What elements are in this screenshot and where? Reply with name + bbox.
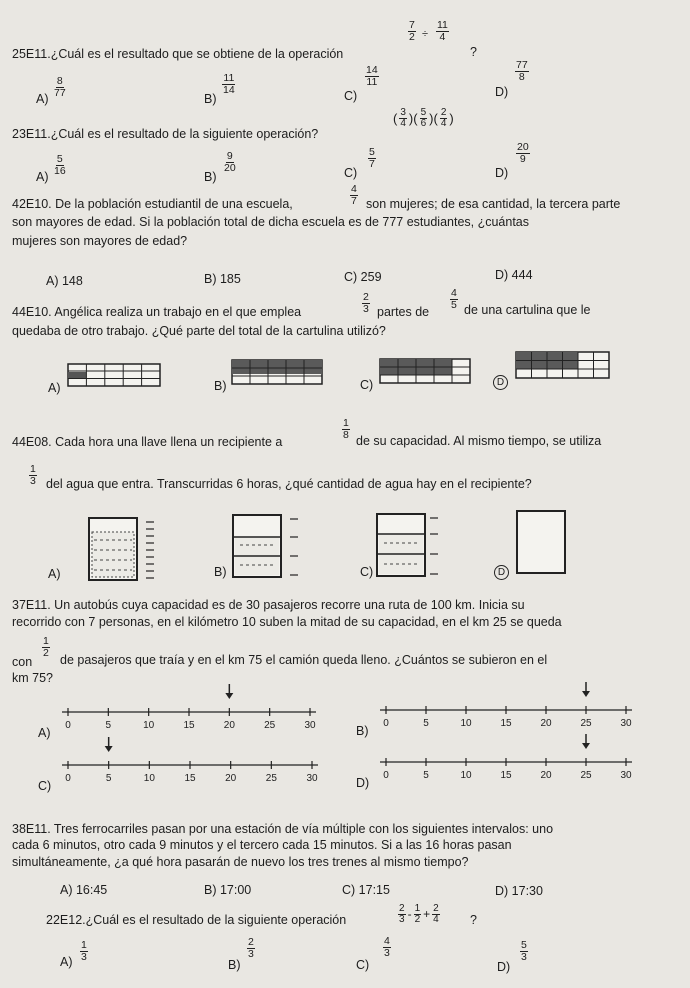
- q42-line2: son mayores de edad. Si la población total de dicha escuela es de 777 estudiantes, ¿cuántas: [12, 215, 530, 229]
- q44e08-frac2: 1 3: [30, 463, 36, 487]
- q23-operation: ( 3 4 )( 5 6 )( 2 4 ): [393, 106, 454, 129]
- numberline-tick-label: 30: [620, 718, 632, 729]
- q44e08-frac1: 1 8: [343, 417, 349, 441]
- q37-frac: 1 2: [43, 635, 49, 659]
- q44e10-line1a: 44E10. Angélica realiza un trabajo en el que emplea: [12, 305, 302, 319]
- numberline-tick-label: 0: [65, 720, 71, 731]
- q42-line3: mujeres son mayores de edad?: [12, 234, 188, 248]
- numberline-tick-label: 10: [460, 718, 472, 729]
- q44e10-line1c: de una cartulina que le: [464, 303, 591, 317]
- numberline-tick-label: 0: [383, 770, 389, 781]
- q42-line1a: 42E10. De la población estudiantil de una escuela,: [12, 197, 293, 211]
- q23-opt-a-label[interactable]: A): [36, 170, 49, 184]
- q42-frac: 4 7: [351, 183, 357, 207]
- q37-label-c[interactable]: C): [38, 779, 52, 793]
- numberline-tick-label: 20: [540, 770, 552, 781]
- q44e08-label-b[interactable]: B): [214, 565, 227, 579]
- q25-qmark: ?: [470, 45, 477, 59]
- q23-opt-d-label[interactable]: D): [495, 166, 509, 180]
- q44e10-label-c[interactable]: C): [360, 378, 374, 392]
- q37-line1: 37E11. Un autobús cuya capacidad es de 30 pasajeros recorre una ruta de 100 km. Inicia su: [12, 598, 525, 612]
- q44e10-line2: quedaba de otro trabajo. ¿Qué parte del total de la cartulina utilizó?: [12, 324, 386, 338]
- q44e08-label-a[interactable]: A): [48, 567, 61, 581]
- numberline-tick-label: 30: [620, 770, 632, 781]
- q37-label-d[interactable]: D): [356, 776, 370, 790]
- q23-opt-c-label[interactable]: C): [344, 166, 358, 180]
- q42-opt-a[interactable]: A) 148: [46, 274, 83, 288]
- q25-opt-b-frac: 11 14: [223, 72, 235, 96]
- down-arrow-icon: [105, 737, 113, 752]
- q23-text: 23E11.¿Cuál es el resultado de la siguiente operación?: [12, 127, 319, 141]
- q37-numberline-c: [62, 745, 318, 785]
- q23-opt-b-label[interactable]: B): [204, 170, 217, 184]
- down-arrow-icon: [582, 682, 590, 697]
- q37-numberline-b: [380, 690, 632, 730]
- numberline-tick-label: 15: [500, 718, 512, 729]
- q44e10-frac2: 4 5: [451, 287, 457, 311]
- q22-opt-a-frac: 1 3: [81, 939, 87, 963]
- q44e10-label-a[interactable]: A): [48, 381, 61, 395]
- numberline-tick-label: 20: [225, 773, 237, 784]
- q25-frac-a: 7 2: [409, 19, 415, 43]
- down-arrow-icon: [225, 684, 233, 699]
- down-arrow-icon: [582, 734, 590, 749]
- q44e10-rect-c: [380, 359, 470, 383]
- q23-opt-b-frac: 9 20: [224, 150, 236, 174]
- q22-opt-a-label[interactable]: A): [60, 955, 73, 969]
- q37-line2: recorrido con 7 personas, en el kilómetro 10 suben la mitad de su capacidad, en el km 25 se queda: [12, 615, 562, 629]
- q22-opt-c-label[interactable]: C): [356, 958, 370, 972]
- q22-opt-c-frac: 4 3: [384, 935, 390, 959]
- numberline-tick-label: 20: [540, 718, 552, 729]
- numberline-tick-label: 15: [500, 770, 512, 781]
- q38-line2: cada 6 minutos, otro cada 9 minutos y el tercero cada 15 minutos. Si a las 16 horas pasan: [12, 838, 512, 852]
- numberline-tick-label: 10: [460, 770, 472, 781]
- q44e08-label-d[interactable]: D: [494, 565, 509, 580]
- q38-opt-a[interactable]: A) 16:45: [60, 883, 108, 897]
- q37-con: con: [12, 655, 33, 669]
- q44e10-rect-a: [68, 364, 160, 386]
- numberline-tick-label: 5: [423, 718, 429, 729]
- q42-opt-d[interactable]: D) 444: [495, 268, 533, 282]
- q22-text: 22E12.¿Cuál es el resultado de la siguiente operación: [46, 913, 347, 927]
- numberline-tick-label: 25: [265, 773, 277, 784]
- q25-opt-d-label[interactable]: D): [495, 85, 509, 99]
- q44e08-container-d: [516, 511, 568, 573]
- q25-div-sign: ÷: [422, 28, 429, 40]
- q22-qmark: ?: [470, 913, 477, 927]
- numberline-tick-label: 10: [143, 773, 155, 784]
- numberline-tick-label: 5: [105, 720, 112, 731]
- q42-opt-c[interactable]: C) 259: [344, 270, 382, 284]
- q37-numberline-d: [380, 742, 632, 782]
- q25-text: 25E11.¿Cuál es el resultado que se obtiene de la operación: [12, 47, 344, 61]
- q42-opt-b[interactable]: B) 185: [204, 272, 241, 286]
- numberline-tick-label: 0: [65, 773, 71, 784]
- q44e08-container-a: [88, 518, 168, 580]
- q22-opt-b-label[interactable]: B): [228, 958, 241, 972]
- q22-opt-d-label[interactable]: D): [497, 960, 511, 974]
- q22-opt-b-frac: 2 3: [248, 936, 254, 960]
- q44e10-label-b[interactable]: B): [214, 379, 227, 393]
- q25-opt-d-frac: 77 8: [516, 59, 528, 83]
- numberline-tick-label: 30: [304, 720, 316, 731]
- numberline-tick-label: 25: [580, 718, 592, 729]
- q38-opt-c[interactable]: C) 17:15: [342, 883, 390, 897]
- q44e10-rect-b: [232, 360, 322, 384]
- q38-opt-b[interactable]: B) 17:00: [204, 883, 252, 897]
- q25-opt-c-label[interactable]: C): [344, 89, 358, 103]
- numberline-tick-label: 25: [264, 720, 276, 731]
- numberline-tick-label: 0: [383, 718, 389, 729]
- q44e10-label-d[interactable]: D: [493, 375, 508, 390]
- q37-numberline-a: [62, 692, 316, 732]
- q23-opt-c-frac: 5 7: [369, 146, 375, 170]
- numberline-tick-label: 5: [105, 773, 112, 784]
- q25-opt-a-label[interactable]: A): [36, 92, 49, 106]
- q37-line3: de pasajeros que traía y en el km 75 el camión queda lleno. ¿Cuántos se subieron en el: [60, 653, 548, 667]
- q38-line3: simultáneamente, ¿a qué hora pasarán de nuevo los tres trenes al mismo tiempo?: [12, 855, 469, 869]
- q42-line1b: son mujeres; de esa cantidad, la tercera parte: [366, 197, 621, 211]
- q44e08-container-c: [376, 514, 456, 576]
- q23-opt-a-frac: 5 16: [54, 153, 66, 177]
- q44e10-rect-d: [516, 352, 609, 378]
- q38-opt-d[interactable]: D) 17:30: [495, 884, 543, 898]
- numberline-tick-label: 30: [306, 773, 318, 784]
- q22-opt-d-frac: 5 3: [521, 939, 527, 963]
- q44e08-label-c[interactable]: C): [360, 565, 374, 579]
- q37-label-a[interactable]: A): [38, 726, 51, 740]
- q25-opt-b-label[interactable]: B): [204, 92, 217, 106]
- numberline-tick-label: 10: [143, 720, 155, 731]
- numberline-tick-label: 25: [580, 770, 592, 781]
- q37-line4: km 75?: [12, 671, 53, 685]
- q25-opt-a-frac: 8 77: [54, 75, 66, 99]
- q25-frac-b: 11 4: [437, 19, 448, 43]
- q22-operation: 2 3 - 1 2 + $\frac{2}{4}$: [399, 902, 439, 925]
- q44e10-line1b: partes de: [377, 305, 430, 319]
- q23-opt-d-frac: 20 9: [517, 141, 529, 165]
- q37-label-b[interactable]: B): [356, 724, 369, 738]
- q25-opt-c-frac: 14 11: [366, 64, 378, 88]
- numberline-tick-label: 15: [183, 720, 195, 731]
- numberline-tick-label: 15: [184, 773, 196, 784]
- q44e08-container-b: [232, 515, 312, 577]
- numberline-tick-label: 20: [223, 720, 235, 731]
- numberline-tick-label: 5: [423, 770, 429, 781]
- q44e08-line1b: de su capacidad. Al mismo tiempo, se utiliza: [356, 434, 602, 448]
- q44e08-line1a: 44E08. Cada hora una llave llena un recipiente a: [12, 435, 283, 449]
- q44e10-frac1: 2 3: [363, 291, 369, 315]
- q44e08-line2: del agua que entra. Transcurridas 6 horas, ¿qué cantidad de agua hay en el recipiente?: [46, 477, 532, 491]
- q38-line1: 38E11. Tres ferrocarriles pasan por una estación de vía múltiple con los siguientes intervalos: uno: [12, 822, 554, 836]
